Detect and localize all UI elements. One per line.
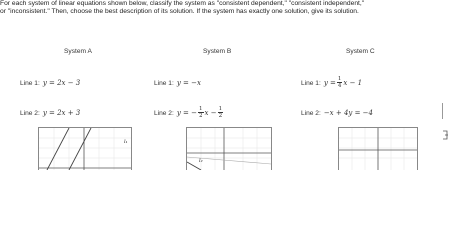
line-label: Line 1: [20, 80, 40, 87]
system-a-line-1 [20, 79, 80, 87]
line-tag: l₂ [199, 158, 203, 164]
system-b-line-2 [154, 106, 224, 119]
equation [323, 76, 363, 89]
line-label: Line 2: [20, 110, 40, 117]
equation [176, 106, 224, 119]
fraction [198, 106, 204, 119]
system-b-title: System B [203, 48, 232, 55]
system-c-line-1 [301, 76, 362, 89]
equation-prefix: y = − [176, 108, 197, 117]
equation: −x + 4y = −4 [323, 109, 373, 117]
fraction [218, 106, 224, 119]
fraction-numerator: 1 [337, 76, 342, 82]
equation: y = 2x − 3 [42, 79, 81, 87]
fraction-denominator: 2 [198, 113, 203, 119]
line-tag: l₁ [124, 139, 128, 145]
expand-icon-glyph [441, 130, 449, 140]
system-a-graph-plot [39, 128, 131, 170]
fraction-numerator: 1 [218, 106, 223, 112]
system-a-title: System A [64, 48, 92, 55]
instructions-line-2: or "inconsistent." Then, choose the best description of its solution. If the system has exactly one solution, give its solution. [0, 8, 359, 16]
line-label: Line 1: [154, 80, 174, 87]
system-b-graph[interactable] [186, 127, 272, 170]
expand-icon[interactable] [441, 127, 449, 137]
system-c-graph[interactable] [338, 127, 418, 170]
system-a-graph[interactable] [38, 127, 132, 170]
side-panel-handle[interactable] [442, 103, 449, 119]
line-2 [69, 128, 91, 170]
fraction [337, 76, 343, 89]
line-label: Line 2: [154, 109, 174, 117]
line-label: Line 2: [301, 110, 321, 117]
fraction-numerator: 1 [198, 106, 203, 112]
fraction-denominator: 4 [337, 83, 342, 89]
equation-suffix: x − 1 [343, 78, 363, 87]
instructions [0, 0, 447, 17]
system-c-line-2 [301, 109, 373, 117]
equation-prefix: y = [323, 78, 336, 87]
system-c-graph-plot [339, 128, 417, 170]
line-label: Line 1: [301, 79, 321, 87]
system-c-title: System C [346, 48, 375, 55]
equation: y = 2x + 3 [42, 109, 81, 117]
line-1 [47, 128, 69, 170]
equation-mid: x − [204, 108, 217, 117]
system-a-line-2 [20, 109, 80, 117]
instructions-line-1: For each system of linear equations shown below, classify the system as "consistent dependent," "consistent independent," [0, 0, 365, 7]
equation: y = −x [176, 79, 201, 87]
fraction-denominator: 2 [218, 113, 223, 119]
system-b-line-1 [154, 79, 201, 87]
